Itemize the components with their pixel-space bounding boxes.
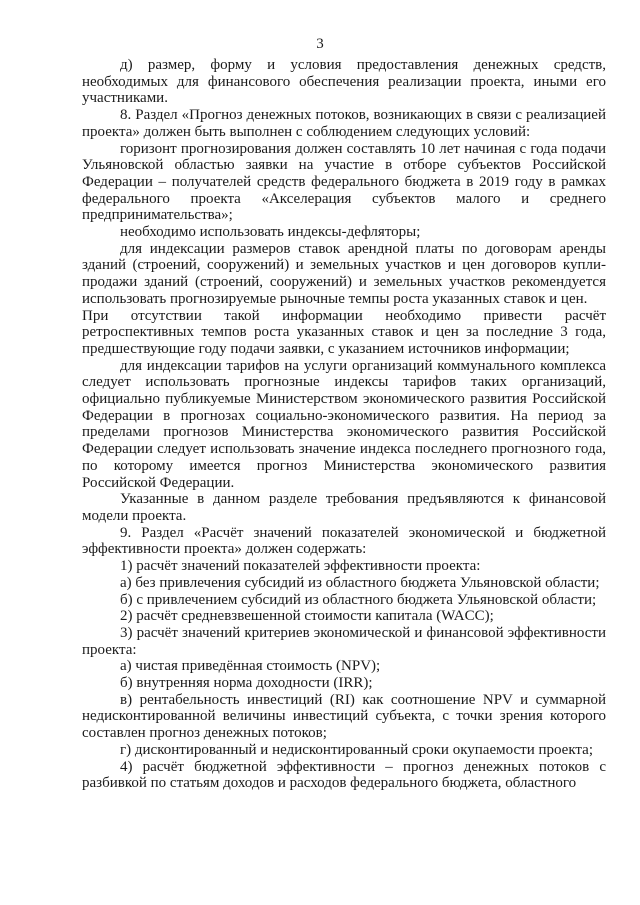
paragraph: 2) расчёт средневзвешенной стоимости капитала (WACC); — [120, 608, 494, 625]
paragraph: г) дисконтированный и недисконтированный сроки окупаемости проекта; — [120, 741, 593, 758]
page-number: 3 — [316, 36, 324, 52]
paragraph: а) без привлечения субсидий из областного бюджета Ульяновской области; — [120, 574, 600, 591]
paragraph: б) с привлечением субсидий из областного бюджета Ульяновской области; — [120, 591, 597, 608]
paragraph: При отсутствии такой информации необходимо привести расчёт ретроспективных темпов роста указанных ставок и цен за последние 3 года, предшествующие году подачи заявки, с указанием источников информации; — [82, 307, 606, 357]
paragraph: 3) расчёт значений критериев экономической и финансовой эффективности проекта: — [82, 624, 606, 658]
paragraph: б) внутренняя норма доходности (IRR); — [120, 675, 373, 692]
paragraph: д) размер, форму и условия предоставления денежных средств, необходимых для финансового обеспечения реализации проекта, иными его участниками. — [82, 57, 606, 107]
paragraph: 1) расчёт значений показателей эффективности проекта: — [120, 558, 481, 575]
paragraph: в) рентабельность инвестиций (RI) как соотношение NPV и суммарной недисконтированной величины инвестиций субъекта, с точки зрения которого составлен прогноз денежных потоков; — [82, 691, 606, 742]
document-body — [82, 57, 606, 792]
paragraph: необходимо использовать индексы-дефляторы; — [120, 224, 421, 241]
paragraph: 4) расчёт бюджетной эффективности – прогноз денежных потоков с разбивкой по статьям доходов и расходов федерального бюджета, областного — [82, 758, 606, 792]
paragraph: горизонт прогнозирования должен составлять 10 лет начиная с года подачи Ульяновской областью заявки на участие в отборе субъектов Российской Федерации – получателей средств федерального бюджета в 2019 году в рамках федерального проекта «Акселерация субъектов малого и среднего предпринимательства»; — [82, 140, 606, 224]
paragraph: 8. Раздел «Прогноз денежных потоков, возникающих в связи с реализацией проекта» должен быть выполнен с соблюдением следующих условий: — [82, 107, 606, 140]
paragraph: для индексации тарифов на услуги организаций коммунального комплекса следует использовать прогнозные индексы тарифов таких организаций, официально публикуемые Министерством экономического развития Российской Федерации в прогнозах социально-экономического развития. На период за пределами прогнозов Министерства экономического развития Российской Федерации следует использовать значение индекса последнего прогнозного года, по которому имеется прогноз Министерства экономического развития Российской Федерации. — [82, 357, 606, 491]
paragraph: для индексации размеров ставок арендной платы по договорам аренды зданий (строений, сооружений) и земельных участков и цен договоров купли-продажи зданий (строений, сооружений) и земельных участков рекомендуется использовать прогнозируемые рыночные темпы роста указанных ставок и цен. — [82, 240, 606, 307]
paragraph: 9. Раздел «Расчёт значений показателей экономической и бюджетной эффективности проекта» должен содержать: — [82, 524, 606, 558]
paragraph: Указанные в данном разделе требования предъявляются к финансовой модели проекта. — [82, 491, 606, 524]
paragraph: а) чистая приведённая стоимость (NPV); — [120, 658, 381, 675]
